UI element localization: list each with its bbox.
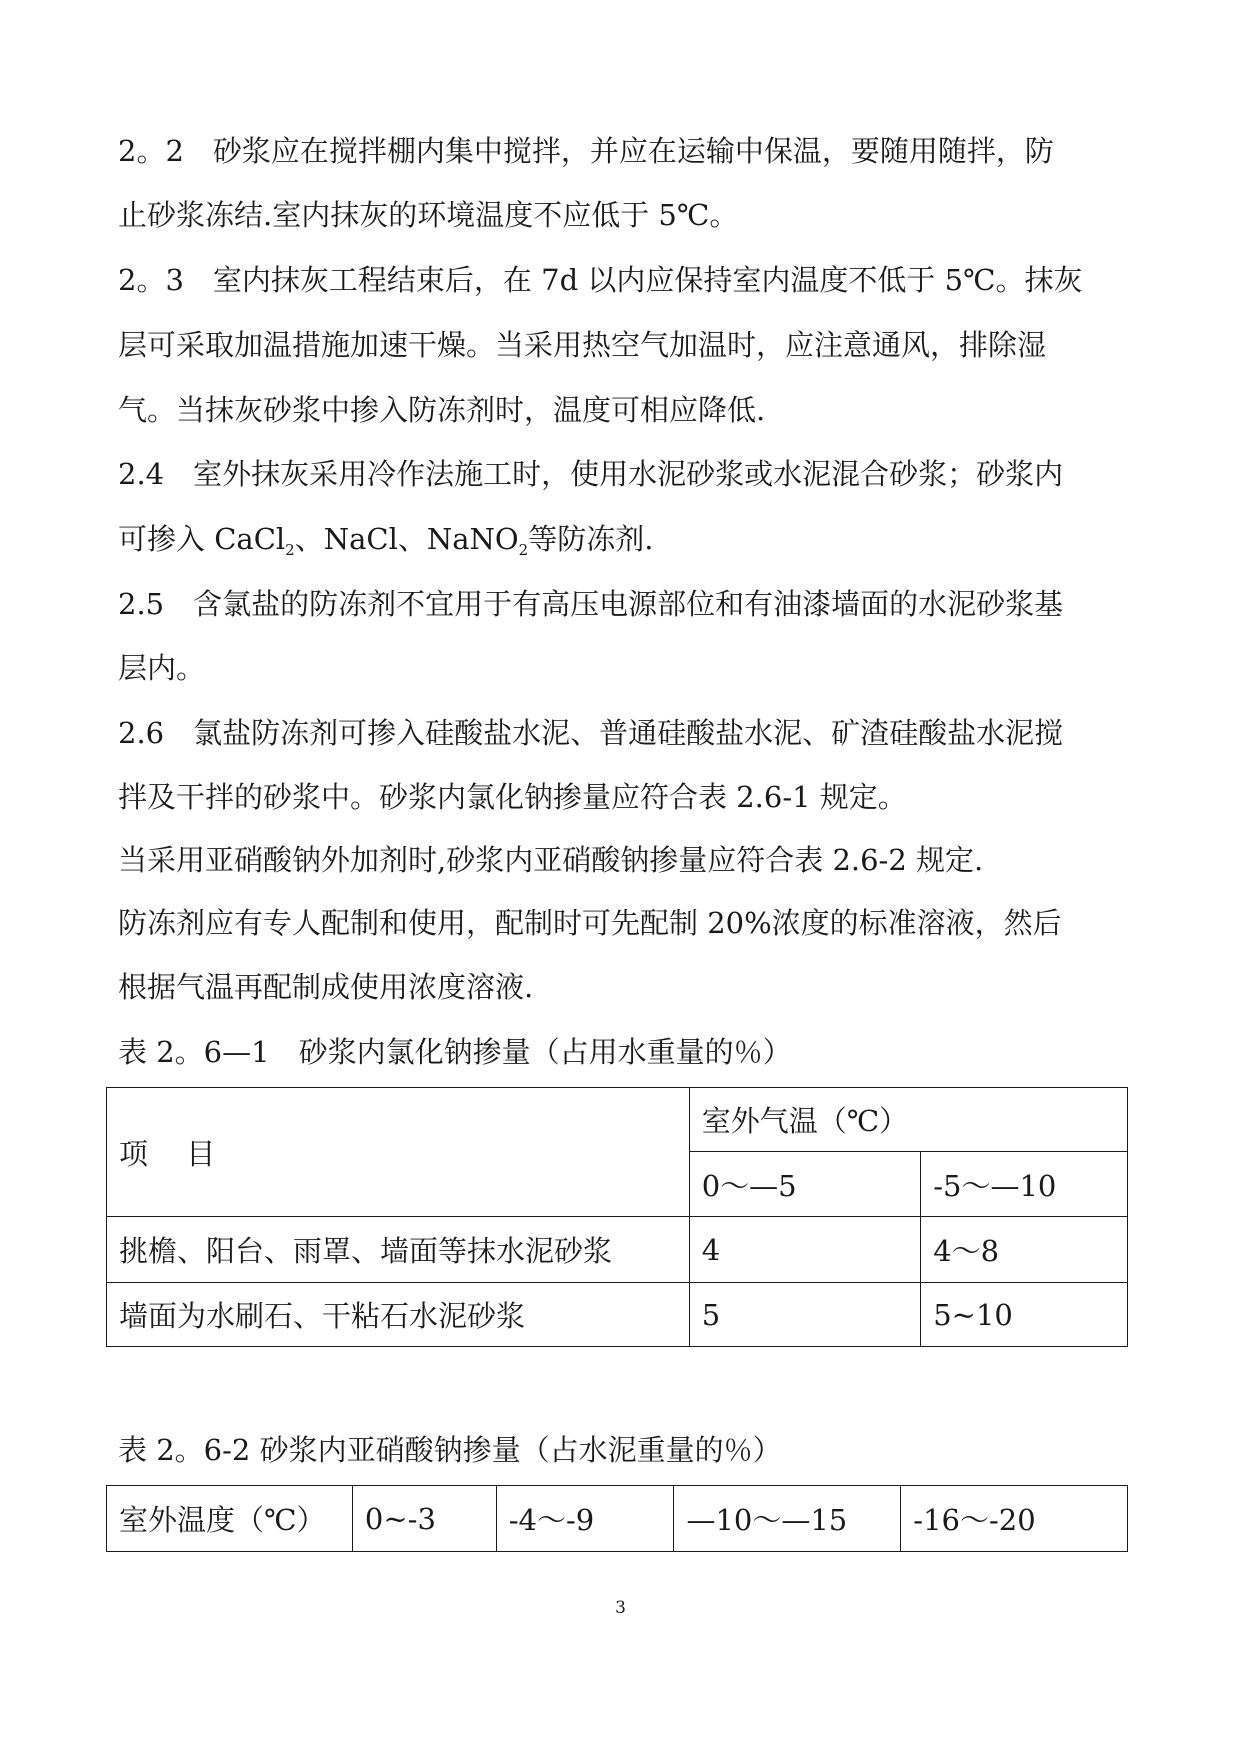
text-line: 当采用亚硝酸钠外加剂时,砂浆内亚硝酸钠掺量应符合表 2.6-2 规定. xyxy=(118,843,984,877)
table-cell: 5 xyxy=(689,1283,921,1347)
text-line: 层可采取加温措施加速干燥。当采用热空气加温时，应注意通风，排除湿 xyxy=(118,328,1047,362)
subscript: 2 xyxy=(285,541,295,559)
table-row xyxy=(107,1283,1128,1347)
table1-col-b: -5～—10 xyxy=(921,1152,1128,1217)
table-cell: 挑檐、阳台、雨罩、墙面等抹水泥砂浆 xyxy=(107,1217,690,1283)
text-line: 防冻剂应有专人配制和使用，配制时可先配制 20%浓度的标准溶液，然后 xyxy=(118,906,1062,940)
text-fragment: 等防冻剂. xyxy=(528,522,654,556)
text-line: 2。3 室内抹灰工程结束后，在 7d 以内应保持室内温度不低于 5℃。抹灰 xyxy=(118,263,1083,297)
table-cell: -16～-20 xyxy=(901,1486,1128,1552)
table-cell: —10～—15 xyxy=(674,1486,901,1552)
table2 xyxy=(106,1485,1128,1552)
text-line: 拌及干拌的砂浆中。砂浆内氯化钠掺量应符合表 2.6-1 规定。 xyxy=(118,780,907,814)
text-line: 止砂浆冻结.室内抹灰的环境温度不应低于 5℃。 xyxy=(118,198,739,232)
text-line-chemicals xyxy=(118,519,653,570)
table1-caption: 表 2。6—1 砂浆内氯化钠掺量（占用水重量的％） xyxy=(118,1035,792,1069)
text-line: 层内。 xyxy=(118,651,206,685)
table1-col-a: 0～—5 xyxy=(689,1152,921,1217)
text-line: 2.4 室外抹灰采用冷作法施工时，使用水泥砂浆或水泥混合砂浆；砂浆内 xyxy=(118,457,1064,491)
table-row xyxy=(107,1486,1128,1552)
text-line: 2.5 含氯盐的防冻剂不宜用于有高压电源部位和有油漆墙面的水泥砂浆基 xyxy=(118,587,1064,621)
text-line: 根据气温再配制成使用浓度溶液. xyxy=(118,970,534,1004)
table-cell: 墙面为水刷石、干粘石水泥砂浆 xyxy=(107,1283,690,1347)
subscript: 2 xyxy=(518,541,529,559)
table1-header-group: 室外气温（℃） xyxy=(689,1088,1127,1152)
table-cell: 室外温度（℃） xyxy=(107,1486,353,1552)
table-cell: 4～8 xyxy=(921,1217,1128,1283)
table-cell: 0~-3 xyxy=(352,1486,496,1552)
text-fragment: 、NaCl、NaNO xyxy=(294,522,519,556)
table-row xyxy=(107,1088,1128,1152)
table-cell: 5~10 xyxy=(921,1283,1128,1347)
text-line: 2.6 氯盐防冻剂可掺入硅酸盐水泥、普通硅酸盐水泥、矿渣硅酸盐水泥搅 xyxy=(118,716,1064,750)
text-line: 2。2 砂浆应在搅拌棚内集中搅拌，并应在运输中保温，要随用随拌，防 xyxy=(118,134,1054,168)
table1 xyxy=(106,1087,1128,1347)
text-line: 气。当抹灰砂浆中掺入防冻剂时，温度可相应降低. xyxy=(118,393,766,427)
page-number: 3 xyxy=(615,1598,626,1618)
table1-header-item: 项 目 xyxy=(107,1088,690,1217)
table-cell: 4 xyxy=(689,1217,921,1283)
table-row xyxy=(107,1217,1128,1283)
text-fragment: 可掺入 CaCl xyxy=(118,522,286,556)
table-cell: -4～-9 xyxy=(496,1486,674,1552)
table2-caption: 表 2。6-2 砂浆内亚硝酸钠掺量（占水泥重量的％） xyxy=(118,1433,782,1467)
